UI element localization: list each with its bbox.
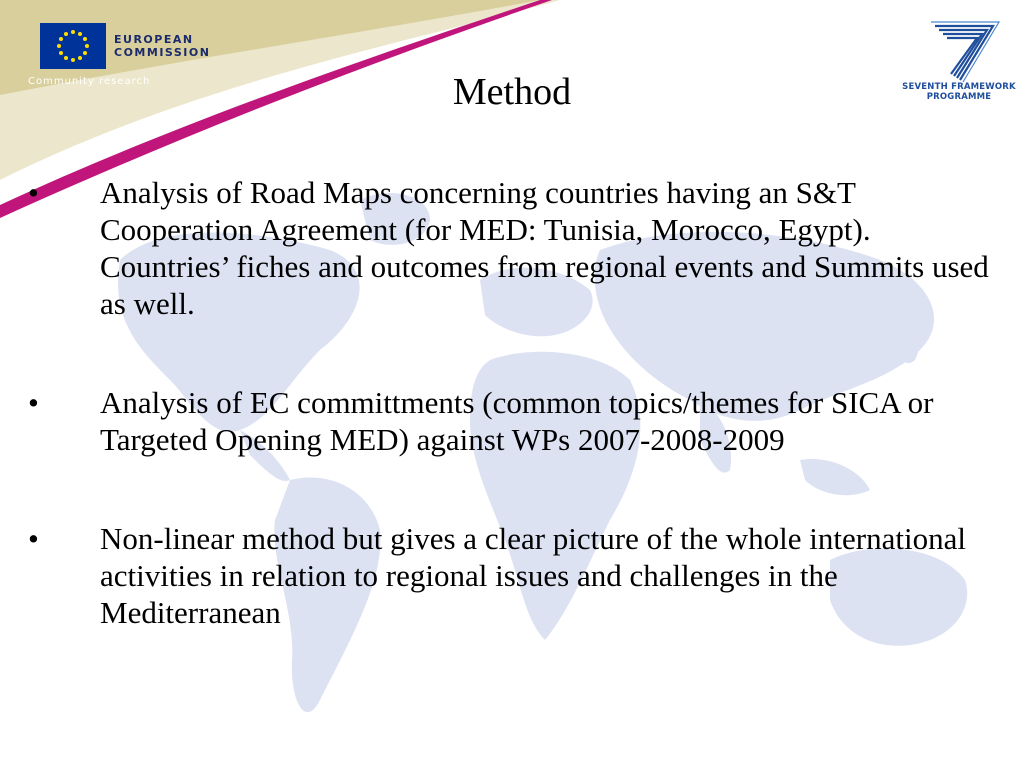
bullet-marker: • xyxy=(28,521,39,556)
slide-title: Method xyxy=(452,71,572,113)
bullet-marker: • xyxy=(28,385,39,420)
fp7-line2: PROGRAMME xyxy=(926,92,992,102)
bullet-text: Analysis of Road Maps concerning countries having an S&T Cooperation Agreement (for MED: Tunisia, Morocco, Egypt). Countries’ fiches and outcomes from regional events and Summits used as well. xyxy=(100,175,989,321)
community-research-tagline: Community research xyxy=(28,76,151,87)
bullet-item xyxy=(28,174,998,322)
eu-flag-icon xyxy=(40,23,106,69)
bullet-text: Analysis of EC committments (common topics/themes for SICA or Targeted Opening MED) against WPs 2007-2008-2009 xyxy=(100,385,934,457)
ec-logo-line2: COMMISSION xyxy=(114,46,211,59)
bullet-item xyxy=(28,520,998,631)
fp7-line1: SEVENTH FRAMEWORK xyxy=(902,82,1016,92)
bullet-list xyxy=(28,174,998,693)
ec-logo-text xyxy=(114,33,210,59)
ec-logo-line1: EUROPEAN xyxy=(114,33,194,46)
european-commission-logo xyxy=(40,22,210,70)
bullet-marker: • xyxy=(28,175,39,210)
bullet-text: Non-linear method but gives a clear picture of the whole international activities in relation to regional issues and challenges in the Mediterranean xyxy=(100,521,966,630)
bullet-item xyxy=(28,384,998,458)
